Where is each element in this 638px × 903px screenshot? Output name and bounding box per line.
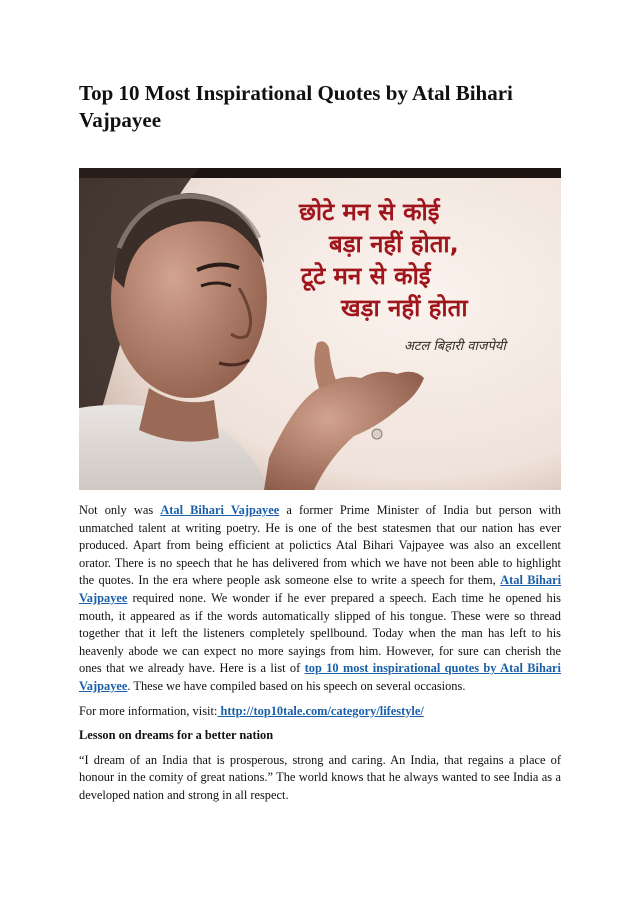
- article-body: [79, 502, 561, 812]
- text-span: Not only was: [79, 503, 161, 517]
- quote-paragraph: “I dream of an India that is prosperous, strong and caring. An India, that regains a place of honour in the comity of great nations.” The world knows that he always wanted to see India as a developed nation and strong in all respect.: [79, 752, 561, 802]
- text-span: . These we have compiled based on his speech on several occasions.: [127, 678, 466, 693]
- quote-line-3: टूटे मन से कोई: [301, 262, 431, 290]
- intro-paragraph: [79, 502, 561, 696]
- quote-line-2: बड़ा नहीं होता,: [329, 230, 459, 258]
- top10-quotes-link[interactable]: top 10 most inspirational quotes by Atal Bihari Vajpayee: [79, 661, 561, 693]
- text-span: a former Prime Minister of India but person with unmatched talent at writing poetry. He is one of the best statesmen that our nation has ever produced. Apart from being efficient at polictics Atal Bihari Vajpayee was also an excellent orator. There is no speech that he has delivered from which we have not been able to highlight the quotes. In the era where people ask someone else to write a speech for them,: [79, 503, 561, 588]
- info-paragraph: [79, 703, 561, 721]
- text-span: required none. We wonder if he ever prepared a speech. Each time he opened his mouth, it appeared as if the words automatically slipped of his tongue. These were so thread together that it left the listeners completely spellbound. Today when the man has left to his heavenly abode we can expect no more sayings from him. However, for sure can cherish the ones that we already have. Here is a list of: [79, 590, 561, 676]
- quote-line-1: छोटे मन से कोई: [299, 198, 440, 226]
- vajpayee-link-2[interactable]: Atal Bihari Vajpayee: [79, 573, 562, 605]
- vajpayee-link-1[interactable]: Atal Bihari Vajpayee: [160, 503, 280, 517]
- ring: [372, 429, 382, 439]
- section-heading: Lesson on dreams for a better nation: [79, 728, 274, 743]
- quote-line-4: खड़ा नहीं होता: [341, 294, 468, 322]
- article-title: Top 10 Most Inspirational Quotes by Atal Bihari Vajpayee: [79, 81, 513, 132]
- lifestyle-url-link[interactable]: http://top10tale.com/category/lifestyle/: [217, 703, 424, 718]
- portrait-illustration: [79, 168, 561, 490]
- signature: अटल बिहारी वाजपेयी: [404, 339, 506, 354]
- info-text: For more information, visit:: [79, 703, 218, 718]
- hero-image: [79, 168, 561, 490]
